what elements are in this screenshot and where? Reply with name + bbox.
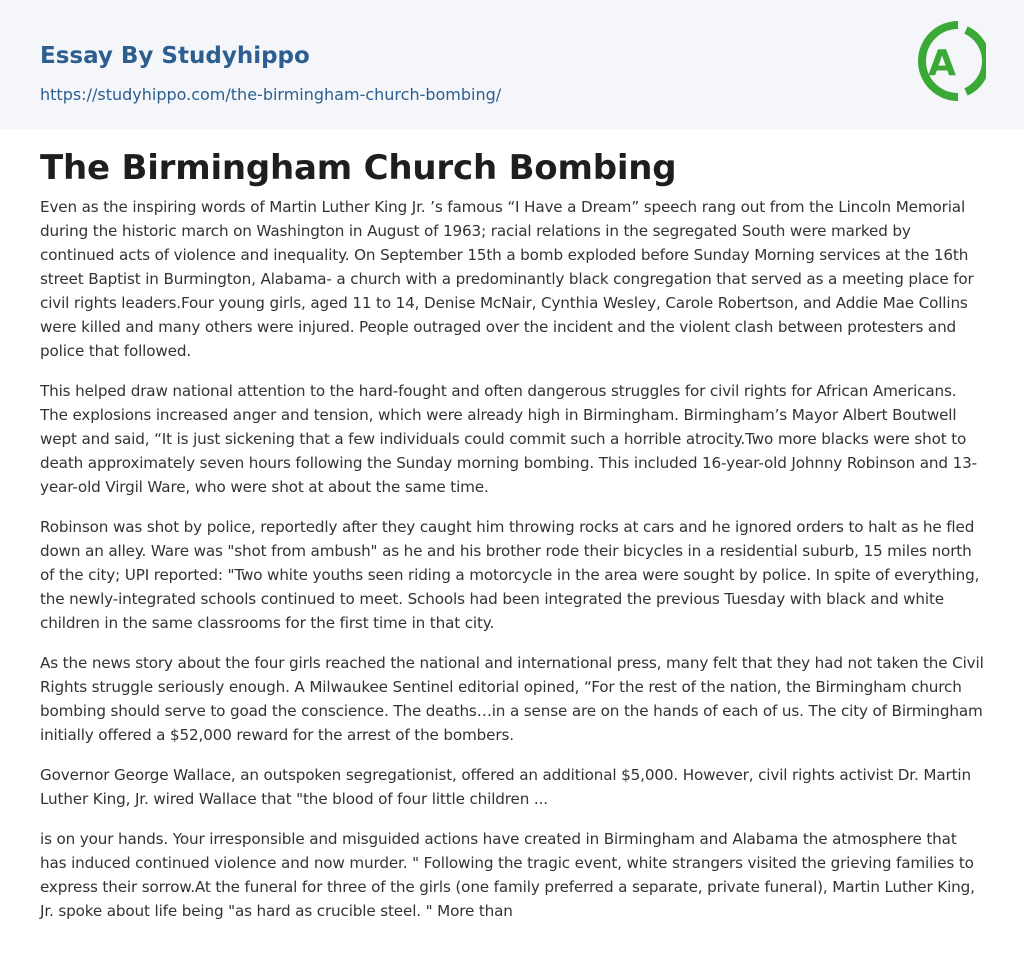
paragraph-4: As the news story about the four girls reached the national and international press, many felt that they had not taken the Civil Rights struggle seriously enough. A Milwaukee Sentinel editorial opined, “For the rest of the nation, the Birmingham church bombing should serve to goad the conscience. The deaths…in a sense are on the hands of each of us. The city of Birmingham initially offered a $52,000 reward for the arrest of the bombers. — [40, 654, 984, 744]
article-content — [0, 129, 1024, 923]
studyhippo-logo-icon[interactable] — [914, 18, 986, 104]
source-url-link[interactable]: https://studyhippo.com/the-birmingham-church-bombing/ — [40, 85, 502, 104]
logo-letter: A — [928, 43, 956, 84]
paragraph-2: This helped draw national attention to the hard-fought and often dangerous struggles for civil rights for African Americans. The explosions increased anger and tension, which were already high in Birmingham. Birmingham’s Mayor Albert Boutwell wept and said, “It is just sickening that a few individuals could commit such a horrible atrocity.Two more blacks were shot to death approximately seven hours following the Sunday morning bombing. This included 16-year-old Johnny Robinson and 13-year-old Virgil Ware, who were shot at about the same time. — [40, 382, 977, 496]
article-title: The Birmingham Church Bombing — [40, 148, 677, 188]
paragraph-5: Governor George Wallace, an outspoken segregationist, offered an additional $5,000. However, civil rights activist Dr. Martin Luther King, Jr. wired Wallace that "the blood of four little children ... — [40, 766, 971, 808]
logo-ring-right — [966, 30, 986, 92]
brand-title: Essay By Studyhippo — [40, 43, 310, 69]
site-header — [0, 0, 1024, 129]
paragraph-3: Robinson was shot by police, reportedly after they caught him throwing rocks at cars and he ignored orders to halt as he fled down an alley. Ware was "shot from ambush" as he and his brother rode their bicycles in a residential suburb, 15 miles north of the city; UPI reported: "Two white youths seen riding a motorcycle in the area were sought by police. In spite of everything, the newly-integrated schools continued to meet. Schools had been integrated the previous Tuesday with black and white children in the same classrooms for the first time in that city. — [40, 518, 980, 632]
paragraph-6: is on your hands. Your irresponsible and misguided actions have created in Birmingham and Alabama the atmosphere that has induced continued violence and now murder. " Following the tragic event, white strangers visited the grieving families to express their sorrow.At the funeral for three of the girls (one family preferred a separate, private funeral), Martin Luther King, Jr. spoke about life being "as hard as crucible steel. " More than — [40, 830, 975, 920]
paragraph-1: Even as the inspiring words of Martin Luther King Jr. ’s famous “I Have a Dream” speech rang out from the Lincoln Memorial during the historic march on Washington in August of 1963; racial relations in the segregated South were marked by continued acts of violence and inequality. On September 15th a bomb exploded before Sunday Morning services at the 16th street Baptist in Burmington, Alabama- a church with a predominantly black congregation that served as a meeting place for civil rights leaders.Four young girls, aged 11 to 14, Denise McNair, Cynthia Wesley, Carole Robertson, and Addie Mae Collins were killed and many others were injured. People outraged over the incident and the violent clash between protesters and police that followed. — [40, 198, 974, 360]
